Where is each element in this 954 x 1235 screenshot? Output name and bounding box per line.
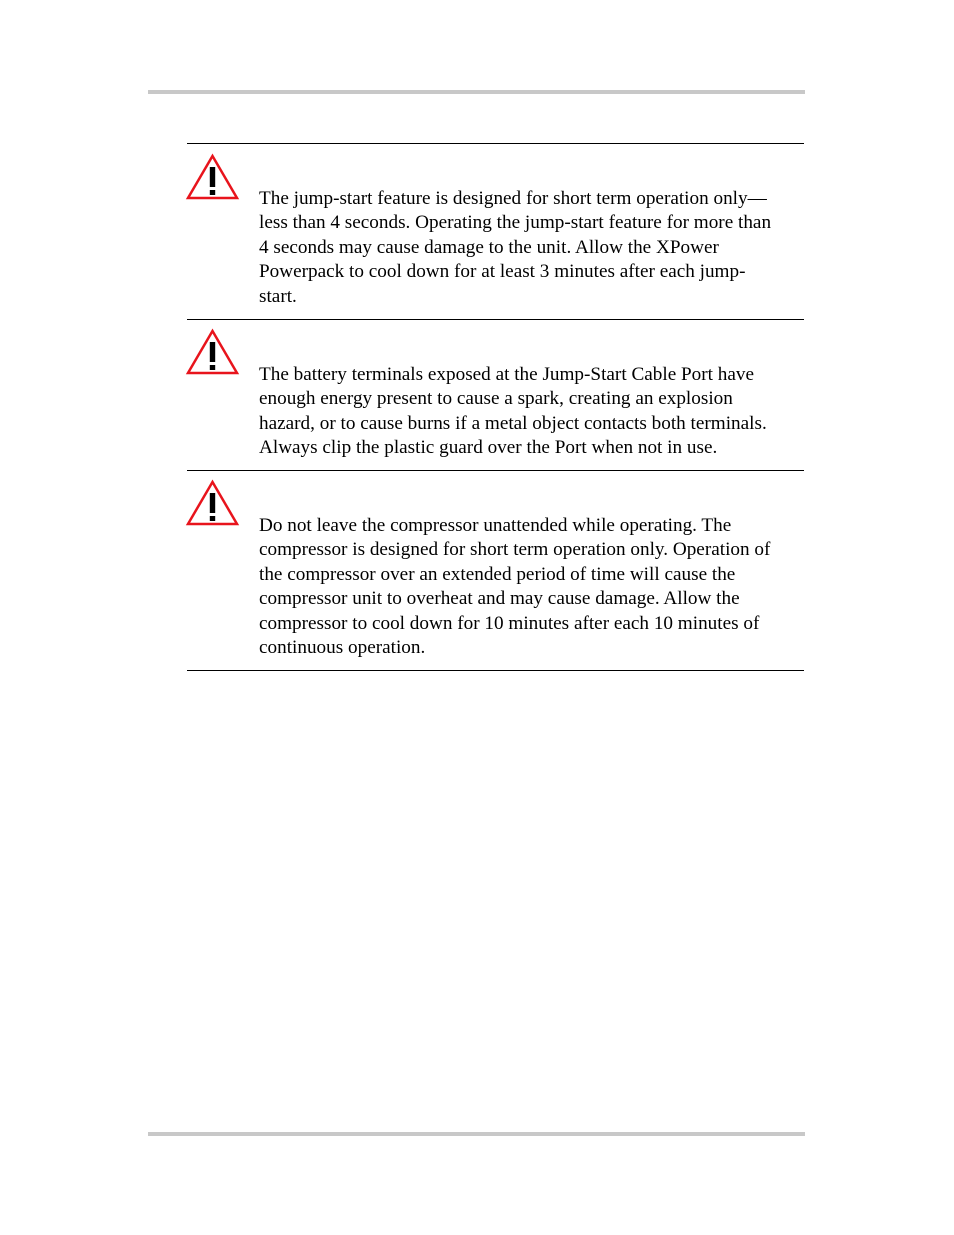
text-line: compressor unit to overheat and may cause damage. Allow the [259,588,740,610]
text-line: start. [259,285,297,307]
warning-divider [187,470,804,471]
warning-text-compressor-operation [259,514,804,660]
text-line: the compressor over an extended period of time will cause the [259,563,736,585]
text-line: compressor to cool down for 10 minutes after each 10 minutes of [259,612,760,634]
warning-text-battery-terminals [259,363,804,461]
text-line: Powerpack to cool down for at least 3 minutes after each jump- [259,261,746,283]
text-line: Always clip the plastic guard over the Port when not in use. [259,437,718,459]
table-top-border [187,143,804,144]
text-line: The jump-start feature is designed for short term operation only— [259,188,767,209]
footer-rule [148,1132,805,1136]
table-bottom-border [187,670,804,671]
warning-text-jump-start-duration [259,187,804,309]
text-line: 4 seconds may cause damage to the unit. Allow the XPower [259,236,719,258]
text-line: hazard, or to cause burns if a metal object contacts both terminals. [259,412,767,434]
text-line: compressor is designed for short term operation only. Operation of [259,539,771,561]
text-line: Do not leave the compressor unattended while operating. The [259,515,732,536]
text-line: enough energy present to cause a spark, creating an explosion [259,388,733,410]
text-line: less than 4 seconds. Operating the jump-start feature for more than [259,212,772,234]
warning-triangle-icon [185,479,240,527]
text-line: The battery terminals exposed at the Jump-Start Cable Port have [259,364,755,385]
warning-triangle-icon [185,153,240,201]
warning-divider [187,319,804,320]
header-rule [148,90,805,94]
text-line: continuous operation. [259,637,426,659]
warning-triangle-icon [185,328,240,376]
